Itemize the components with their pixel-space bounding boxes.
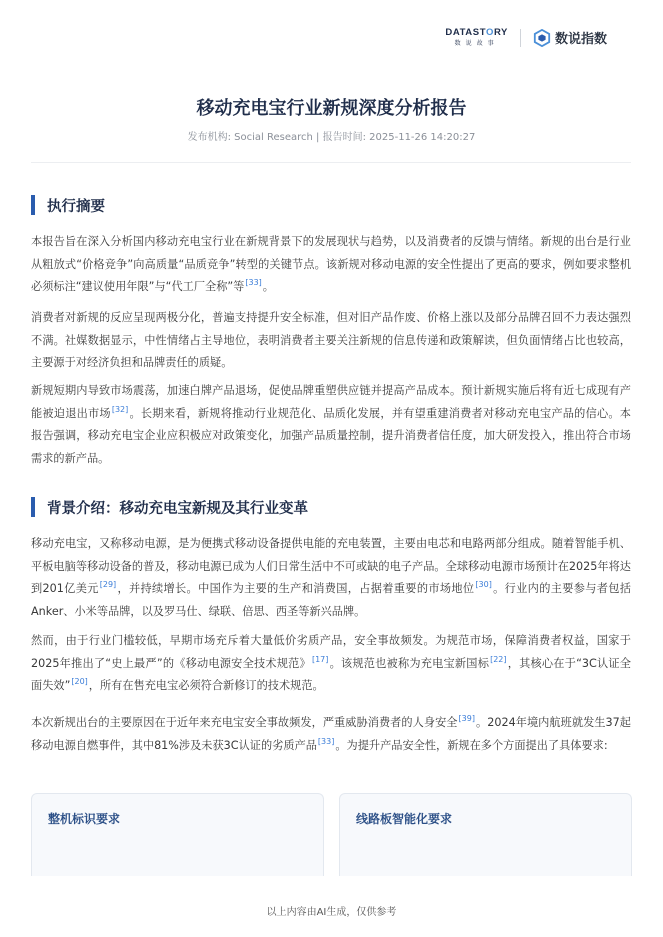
card-title: 线路板智能化要求 xyxy=(356,812,453,826)
brand-logo xyxy=(533,28,607,47)
paragraph: 本次新规出台的主要原因在于近年来充电宝安全事故频发，严重威胁消费者的人身安全[39]。2024年境内航班就发生37起移动电源自燃事件，其中81%涉及未获3C认证的劣质产品[33]。为提升产品安全性，新规在多个方面提出了具体要求: xyxy=(31,714,631,752)
citation-link[interactable]: [30] xyxy=(475,580,492,590)
brand-text: 数说指数 xyxy=(554,32,607,47)
section-title: 执行摘要 xyxy=(47,198,105,215)
section-accent-bar xyxy=(31,195,35,215)
datastory-subtitle: 数说故事 xyxy=(454,40,499,47)
brand-mark-icon xyxy=(533,29,551,47)
paragraph: 移动充电宝，又称移动电源，是为便携式移动设备提供电能的充电装置，主要由电芯和电路两部分组成。随着智能手机、平板电脑等移动设备的普及，移动电源已成为人们日常生活中不可或缺的电子产品。全球移动电源市场预计在2025年将达到201亿美元[29]，并持续增长。中国作为主要的生产和消费国，占据着重要的市场地位[30]。行业内的主要参与者包括Anker、小米等品牌，以及罗马仕、绿联、倍思、西圣等新兴品牌。 xyxy=(31,537,631,618)
citation-link[interactable]: [29] xyxy=(99,580,117,590)
citation-link[interactable]: [20] xyxy=(71,677,88,687)
section-accent-bar xyxy=(31,497,35,517)
paragraph: 新规短期内导致市场震荡，加速白牌产品退场，促使品牌重塑供应链并提高产品成本。预计新规实施后将有近七成现有产能被迫退出市场[32]。长期来看，新规将推动行业规范化、品质化发展，并有望重建消费者对移动充电宝产品的信心。本报告强调，移动充电宝企业应积极应对政策变化，加强产品质量控制，提升消费者信任度，加大研发投入，推出符合市场需求的新产品。 xyxy=(31,384,631,465)
paragraph: 本报告旨在深入分析国内移动充电宝行业在新规背景下的发展现状与趋势，以及消费者的反馈与情绪。新规的出台是行业从粗放式“价格竞争”向高质量“品质竞争”转型的关键节点。该新规对移动电源的安全性提出了更高的要求，例如要求整机必须标注“建议使用年限”与“代工厂全称”等[33]。 xyxy=(31,235,631,293)
page-header xyxy=(445,28,607,47)
section-heading-background xyxy=(31,497,308,517)
citation-link[interactable]: [33] xyxy=(317,736,335,746)
report-title: 移动充电宝行业新规深度分析报告 xyxy=(196,98,467,119)
datastory-logo xyxy=(445,28,508,47)
requirement-card xyxy=(339,793,632,876)
citation-link[interactable]: [33] xyxy=(245,278,262,288)
footer-disclaimer: 以上内容由AI生成，仅供参考 xyxy=(266,907,397,918)
paragraph: 然而，由于行业门槛较低，早期市场充斥着大量低价劣质产品，安全事故频发。为规范市场，保障消费者权益，国家于2025年推出了“史上最严”的《移动电源安全技术规范》[17]。该规范也被称为充电宝新国标[22]，其核心在于“3C认证全面失效”[20]，所有在售充电宝必须符合新修订的技术规范。 xyxy=(31,634,631,692)
card-title: 整机标识要求 xyxy=(48,812,121,826)
section-heading-summary xyxy=(31,195,105,215)
title-divider xyxy=(31,162,631,163)
report-meta: 发布机构: Social Research | 报告时间: 2025-11-26 14:20:27 xyxy=(187,132,476,143)
header-divider xyxy=(520,29,521,47)
citation-link[interactable]: [17] xyxy=(311,654,329,664)
datastory-wordmark: DATASTORY xyxy=(445,27,508,38)
citation-link[interactable]: [22] xyxy=(490,654,507,664)
section-title: 背景介绍：移动充电宝新规及其行业变革 xyxy=(47,500,308,517)
requirement-card xyxy=(31,793,324,876)
paragraph: 消费者对新规的反应呈现两极分化，普遍支持提升安全标准，但对旧产品作废、价格上涨以及部分品牌召回不力表达强烈不满。社媒数据显示，中性情绪占主导地位，表明消费者主要关注新规的信息传递和政策解读，但负面情绪占比也较高，主要源于对经济负担和品牌责任的质疑。 xyxy=(31,311,631,369)
citation-link[interactable]: [32] xyxy=(111,404,129,414)
citation-link[interactable]: [39] xyxy=(458,714,475,724)
